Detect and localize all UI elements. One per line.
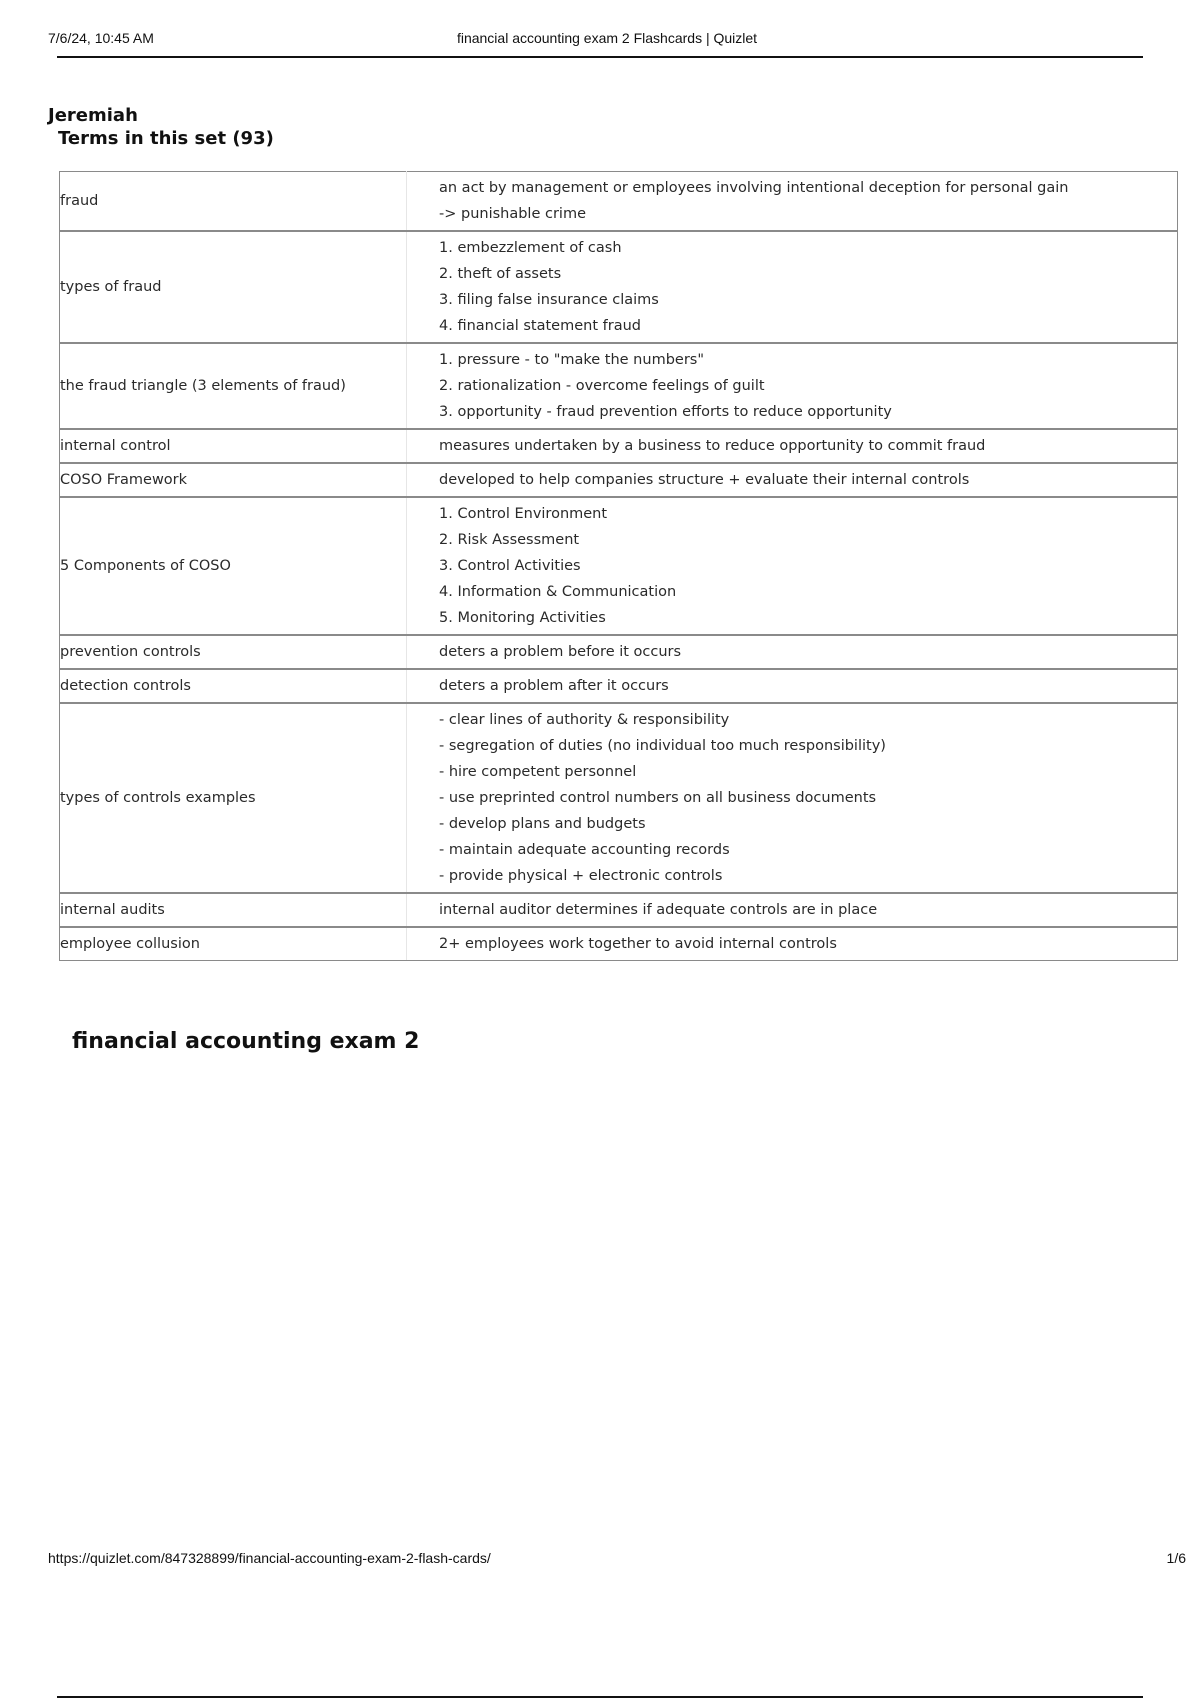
term-cell: internal audits (60, 893, 407, 927)
term-cell: detection controls (60, 669, 407, 703)
definition-cell (407, 429, 1178, 463)
term-row (60, 703, 1178, 893)
terms-count-heading: Terms in this set (93) (58, 128, 274, 149)
term-row (60, 343, 1178, 429)
definition-cell (407, 635, 1178, 669)
definition-line: - segregation of duties (no individual too much responsibility) (439, 738, 886, 754)
definition-line: 2. Risk Assessment (439, 532, 580, 548)
definition-line: 2. rationalization - overcome feelings of guilt (439, 378, 765, 394)
definition-line: - maintain adequate accounting records (439, 842, 730, 858)
definition-line: 2. theft of assets (439, 266, 562, 282)
header-divider (57, 56, 1143, 58)
term-cell: prevention controls (60, 635, 407, 669)
term-row (60, 231, 1178, 343)
print-page-title: financial accounting exam 2 Flashcards | Quizlet (456, 30, 758, 46)
page-number: 1/6 (1166, 1550, 1186, 1566)
term-cell: fraud (60, 172, 407, 232)
print-url: https://quizlet.com/847328899/financial-accounting-exam-2-flash-cards/ (48, 1550, 491, 1566)
term-row (60, 463, 1178, 497)
definition-cell (407, 343, 1178, 429)
term-cell: types of controls examples (60, 703, 407, 893)
term-row (60, 893, 1178, 927)
definition-line: 1. Control Environment (439, 506, 608, 522)
print-header (48, 30, 1166, 58)
definition-line: deters a problem before it occurs (439, 644, 682, 660)
footer-divider (57, 1696, 1143, 1698)
definition-line: - use preprinted control numbers on all business documents (439, 790, 877, 806)
definition-line: 1. embezzlement of cash (439, 240, 622, 256)
definition-line: 2+ employees work together to avoid internal controls (439, 936, 837, 952)
definition-line: 5. Monitoring Activities (439, 610, 606, 626)
definition-cell (407, 893, 1178, 927)
term-cell: employee collusion (60, 927, 407, 961)
term-cell: 5 Components of COSO (60, 497, 407, 635)
definition-line: -> punishable crime (439, 206, 587, 222)
term-row (60, 927, 1178, 961)
term-row (60, 172, 1178, 232)
term-row (60, 429, 1178, 463)
term-row (60, 635, 1178, 669)
definition-line: 4. financial statement fraud (439, 318, 641, 334)
terms-table (59, 171, 1178, 961)
definition-cell (407, 231, 1178, 343)
author-name: Jeremiah (48, 105, 138, 126)
definition-line: 3. opportunity - fraud prevention efforts to reduce opportunity (439, 404, 892, 420)
definition-cell (407, 172, 1178, 232)
definition-line: 3. filing false insurance claims (439, 292, 659, 308)
definition-cell (407, 463, 1178, 497)
definition-line: - develop plans and budgets (439, 816, 646, 832)
term-cell: types of fraud (60, 231, 407, 343)
term-cell: the fraud triangle (3 elements of fraud) (60, 343, 407, 429)
definition-line: - clear lines of authority & responsibility (439, 712, 730, 728)
definition-line: deters a problem after it occurs (439, 678, 669, 694)
definition-line: - provide physical + electronic controls (439, 868, 723, 884)
term-row (60, 669, 1178, 703)
term-cell: COSO Framework (60, 463, 407, 497)
definition-line: 1. pressure - to "make the numbers" (439, 352, 705, 368)
definition-line: internal auditor determines if adequate controls are in place (439, 902, 878, 918)
definition-cell (407, 497, 1178, 635)
print-date: 7/6/24, 10:45 AM (48, 30, 154, 46)
definition-line: developed to help companies structure + evaluate their internal controls (439, 472, 970, 488)
definition-cell (407, 703, 1178, 893)
definition-cell (407, 927, 1178, 961)
definition-line: 3. Control Activities (439, 558, 581, 574)
definition-line: 4. Information & Communication (439, 584, 677, 600)
terms-table-body (60, 172, 1178, 961)
definition-line: measures undertaken by a business to reduce opportunity to commit fraud (439, 438, 986, 454)
set-title: financial accounting exam 2 (72, 1029, 420, 1054)
definition-line: an act by management or employees involving intentional deception for personal gain (439, 180, 1069, 196)
term-row (60, 497, 1178, 635)
definition-cell (407, 669, 1178, 703)
term-cell: internal control (60, 429, 407, 463)
definition-line: - hire competent personnel (439, 764, 637, 780)
